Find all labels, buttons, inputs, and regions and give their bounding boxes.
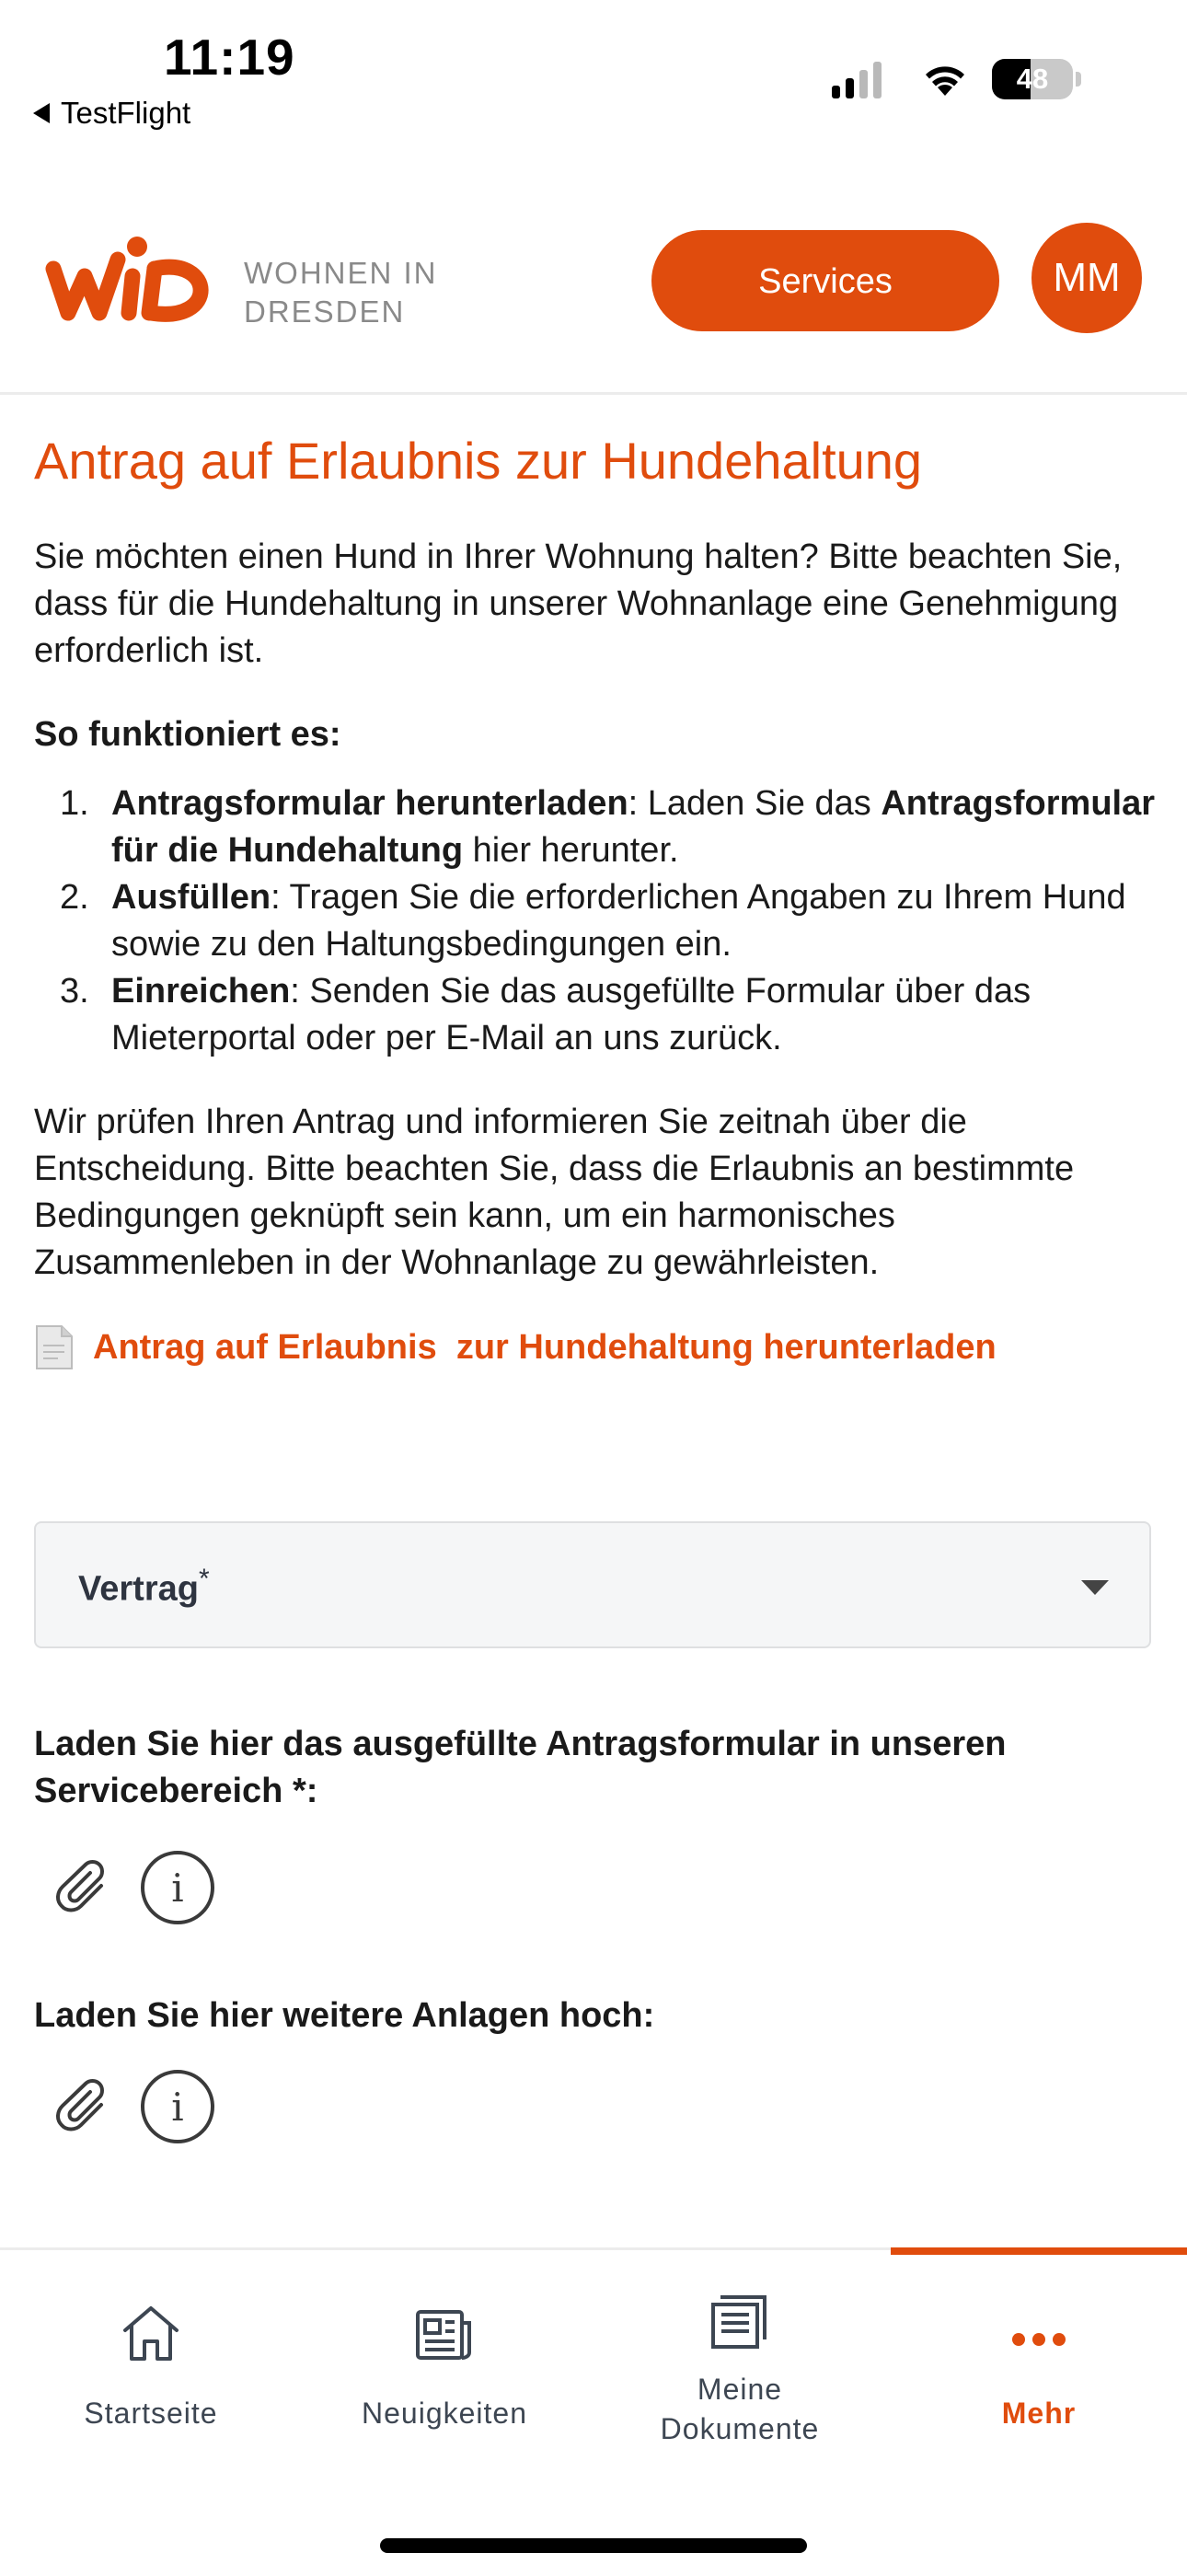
upload-more-actions bbox=[34, 2069, 1157, 2144]
upload-more-section bbox=[34, 1993, 1157, 2144]
steps-list bbox=[34, 780, 1157, 1062]
step-bold-text: Antragsformular für die Hundehaltung bbox=[111, 784, 1156, 870]
contract-dropdown-label bbox=[78, 1564, 210, 1610]
status-time: 11:19 bbox=[164, 29, 295, 86]
nav-label: Meine Dokumente bbox=[660, 2373, 820, 2445]
paperclip-icon bbox=[55, 1858, 114, 1917]
page-content bbox=[34, 429, 1157, 1371]
more-dots-icon bbox=[1007, 2301, 1071, 2365]
upload-more-label: Laden Sie hier weitere Anlagen hoch: bbox=[34, 1996, 655, 2035]
step-text: hier herunter. bbox=[463, 831, 679, 870]
step-item bbox=[34, 968, 1157, 1062]
required-mark: * bbox=[198, 1564, 210, 1594]
documents-icon bbox=[708, 2288, 772, 2352]
intro-paragraph: Sie möchten einen Hund in Ihrer Wohnung halten? Bitte beachten Sie, dass für die Hundehaltung in unserer Wohnanlage eine Genehmigung erforderlich ist. bbox=[34, 537, 1123, 670]
step-number: 3. bbox=[60, 972, 89, 1011]
news-icon bbox=[412, 2301, 477, 2365]
nav-label: Startseite bbox=[84, 2397, 218, 2430]
logo-text-line2: DRESDEN bbox=[244, 295, 406, 329]
nav-item-meine-dokumente[interactable] bbox=[592, 2283, 888, 2449]
status-indicators bbox=[832, 59, 1081, 99]
step-title: Antragsformular herunterladen bbox=[111, 784, 628, 823]
step-item bbox=[34, 874, 1157, 968]
home-icon bbox=[119, 2301, 183, 2365]
upload-form-label: Laden Sie hier das ausgefüllte Antragsformular in unseren Servicebereich *: bbox=[34, 1725, 1007, 1810]
document-icon bbox=[34, 1323, 75, 1371]
step-text: : Tragen Sie die erforderlichen Angaben zu Ihrem Hund sowie zu den Haltungsbedingungen ein. bbox=[111, 878, 1126, 964]
info-icon[interactable]: i bbox=[141, 1851, 214, 1924]
step-number: 2. bbox=[60, 878, 89, 917]
active-tab-indicator bbox=[891, 2247, 1187, 2255]
download-link-label: Antrag auf Erlaubnis zur Hundehaltung herunterladen bbox=[93, 1327, 997, 1367]
attach-form-button[interactable] bbox=[47, 1850, 122, 1925]
bottom-navigation bbox=[0, 2247, 1187, 2576]
logo-text-line1: WOHNEN IN bbox=[244, 256, 438, 290]
back-triangle-icon bbox=[33, 103, 50, 123]
nav-item-startseite[interactable] bbox=[3, 2296, 299, 2433]
back-label: TestFlight bbox=[61, 96, 191, 130]
upload-form-actions bbox=[34, 1850, 1157, 1925]
battery-icon bbox=[992, 59, 1073, 99]
battery-level: 48 bbox=[1016, 63, 1049, 95]
logo-wordmark bbox=[244, 254, 438, 331]
status-bar bbox=[0, 0, 1187, 147]
outro-paragraph: Wir prüfen Ihren Antrag und informieren Sie zeitnah über die Entscheidung. Bitte beachten Sie, dass die Erlaubnis an bestimmte Bedingungen geknüpft sein kann, um ein harmonisches Zusammenleben in der Wohnanlage zu gewährleisten. bbox=[34, 1103, 1075, 1282]
download-form-link[interactable] bbox=[34, 1323, 1157, 1371]
contract-label-text: Vertrag bbox=[78, 1569, 199, 1609]
app-header bbox=[0, 175, 1187, 395]
attach-more-button[interactable] bbox=[47, 2069, 122, 2144]
step-title: Einreichen bbox=[111, 972, 291, 1011]
services-button[interactable]: Services bbox=[651, 230, 999, 331]
nav-item-neuigkeiten[interactable] bbox=[296, 2296, 593, 2433]
user-avatar[interactable]: MM bbox=[1031, 223, 1142, 333]
back-to-testflight[interactable] bbox=[33, 96, 190, 131]
page-title: Antrag auf Erlaubnis zur Hundehaltung bbox=[34, 432, 923, 490]
step-title: Ausfüllen bbox=[111, 878, 271, 917]
how-it-works-heading: So funktioniert es: bbox=[34, 715, 341, 754]
paperclip-icon bbox=[55, 2077, 114, 2136]
step-text: : Senden Sie das ausgefüllte Formular über das Mieterportal oder per E-Mail an uns zurück. bbox=[111, 972, 1031, 1057]
nav-label: Mehr bbox=[1001, 2397, 1077, 2430]
step-text: : Laden Sie das bbox=[628, 784, 882, 823]
wid-logo-icon[interactable] bbox=[44, 232, 215, 333]
battery-cap bbox=[1076, 72, 1081, 87]
home-indicator bbox=[380, 2538, 807, 2553]
step-item bbox=[34, 780, 1157, 874]
chevron-down-icon bbox=[1081, 1580, 1109, 1595]
nav-label: Neuigkeiten bbox=[362, 2397, 527, 2430]
nav-item-mehr[interactable] bbox=[891, 2296, 1187, 2433]
step-number: 1. bbox=[60, 784, 89, 823]
wifi-icon bbox=[920, 61, 970, 98]
info-icon[interactable]: i bbox=[141, 2070, 214, 2143]
contract-dropdown[interactable] bbox=[34, 1521, 1151, 1648]
upload-form-section bbox=[34, 1721, 1157, 1925]
cellular-signal-icon bbox=[832, 60, 887, 98]
